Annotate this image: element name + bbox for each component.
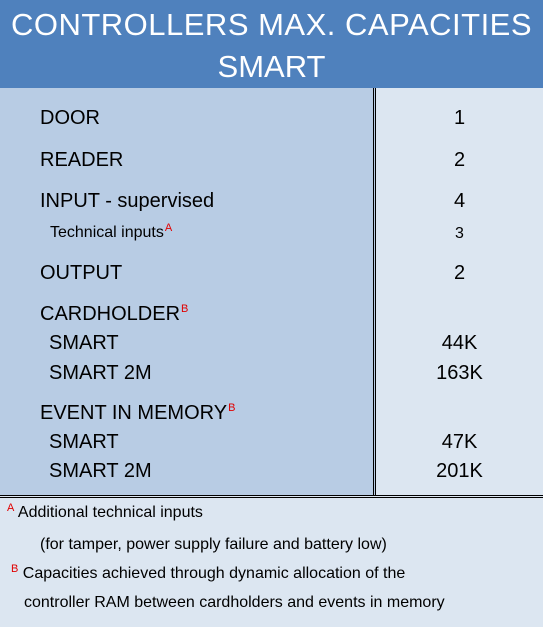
technical-inputs-text: Technical inputs bbox=[50, 224, 164, 241]
row-label-event-in-memory bbox=[40, 401, 235, 425]
table-subtitle: SMART bbox=[217, 49, 326, 84]
row-value-reader: 2 bbox=[453, 149, 466, 171]
row-label-event-smart2m: SMART 2M bbox=[49, 460, 152, 482]
row-label-technical-inputs bbox=[50, 223, 172, 243]
row-label-cardholder-smart2m: SMART 2M bbox=[49, 362, 152, 384]
footnote-a-text: Additional technical inputs bbox=[17, 504, 203, 521]
row-label-event-smart: SMART bbox=[49, 431, 119, 453]
row-value-door: 1 bbox=[453, 107, 466, 129]
event-in-memory-text: EVENT IN MEMORY bbox=[40, 402, 228, 424]
footnote-mark-b: B bbox=[181, 303, 189, 316]
footnote-mark-a: A bbox=[7, 501, 15, 514]
cardholder-text: CARDHOLDER bbox=[40, 303, 181, 325]
row-label-cardholder-smart: SMART bbox=[49, 332, 119, 354]
row-label-reader: READER bbox=[40, 149, 124, 171]
table-title: CONTROLLERS MAX. CAPACITIES bbox=[10, 7, 533, 42]
table-header bbox=[0, 0, 543, 88]
row-value-cardholder-smart: 44K bbox=[441, 332, 478, 354]
footnote-mark-a: A bbox=[164, 221, 173, 234]
row-value-event-smart: 47K bbox=[441, 431, 478, 453]
footnote-a-continued: (for tamper, power supply failure and battery low) bbox=[40, 536, 387, 553]
row-label-output: OUTPUT bbox=[40, 262, 123, 284]
row-value-cardholder-smart2m: 163K bbox=[436, 362, 483, 384]
row-value-technical-inputs: 3 bbox=[455, 225, 464, 242]
row-label-door: DOOR bbox=[40, 107, 100, 129]
row-label-input: INPUT - supervised bbox=[40, 190, 215, 212]
row-value-input: 4 bbox=[453, 190, 466, 212]
footnote-b bbox=[10, 564, 405, 584]
row-label-cardholder bbox=[40, 302, 188, 326]
footnote-mark-b: B bbox=[11, 562, 19, 575]
footnote-mark-b: B bbox=[228, 402, 236, 415]
footnote-b-continued: controller RAM between cardholders and events in memory bbox=[24, 594, 445, 611]
row-value-event-smart2m: 201K bbox=[436, 460, 483, 482]
footnote-b-text: Capacities achieved through dynamic allocation of the bbox=[22, 565, 406, 582]
row-value-output: 2 bbox=[453, 262, 466, 284]
footnote-a bbox=[6, 503, 203, 523]
